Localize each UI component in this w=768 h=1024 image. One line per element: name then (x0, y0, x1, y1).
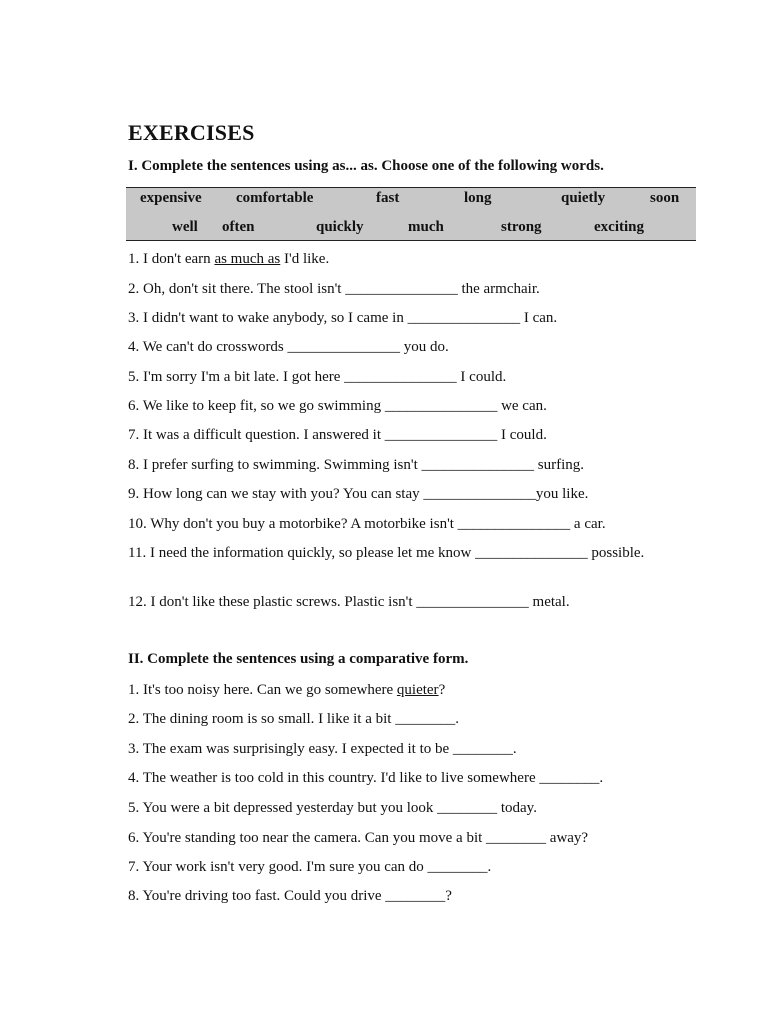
word-bank-item: long (464, 190, 492, 206)
word-bank-item: often (222, 219, 255, 235)
exercise-item: 10. Why don't you buy a motorbike? A motorbike isn't _______________ a car. (128, 516, 606, 532)
exercise-item: 11. I need the information quickly, so please let me know _______________ possible. (128, 545, 645, 561)
page-title: EXERCISES (128, 120, 255, 145)
exercise-item (128, 680, 445, 700)
exercise-item: 6. You're standing too near the camera. Can you move a bit ________ away? (128, 830, 589, 846)
exercise-item: 3. I didn't want to wake anybody, so I came in _______________ I can. (128, 310, 558, 326)
word-bank-item: strong (501, 219, 542, 235)
word-bank-item: soon (650, 190, 680, 206)
word-bank-item: comfortable (236, 190, 314, 206)
exercise-item: 2. Oh, don't sit there. The stool isn't _______________ the armchair. (128, 281, 540, 297)
word-bank-item: fast (376, 190, 400, 206)
word-bank-item: well (172, 219, 198, 235)
exercise-item: 3. The exam was surprisingly easy. I expected it to be ________. (128, 741, 517, 757)
exercise-item: 5. I'm sorry I'm a bit late. I got here _______________ I could. (128, 369, 507, 385)
exercise-item: 9. How long can we stay with you? You can stay _______________you like. (128, 486, 589, 502)
example-answer: as much as (214, 251, 281, 267)
example-answer: quieter (396, 682, 439, 698)
item-text: ? (438, 682, 446, 698)
section2-heading: II. Complete the sentences using a comparative form. (128, 651, 469, 667)
exercise-item: 4. The weather is too cold in this country. I'd like to live somewhere ________. (128, 770, 604, 786)
exercise-item: 7. It was a difficult question. I answered it _______________ I could. (128, 427, 547, 443)
word-bank (126, 187, 696, 241)
word-bank-item: much (408, 219, 444, 235)
section1-heading: I. Complete the sentences using as... as. Choose one of the following words. (128, 158, 604, 174)
exercise-item: 8. I prefer surfing to swimming. Swimming isn't _______________ surfing. (128, 457, 585, 473)
exercise-item (128, 249, 329, 269)
exercise-item: 8. You're driving too fast. Could you drive ________? (128, 888, 452, 904)
exercise-item: 7. Your work isn't very good. I'm sure you can do ________. (128, 859, 492, 875)
word-bank-item: quickly (316, 219, 364, 235)
exercise-item: 4. We can't do crosswords _______________ you do. (128, 339, 449, 355)
exercise-item: 12. I don't like these plastic screws. Plastic isn't _______________ metal. (128, 594, 570, 610)
word-bank-item: exciting (594, 219, 644, 235)
word-bank-item: expensive (140, 190, 202, 206)
item-text: 1. I don't earn (128, 251, 215, 267)
word-bank-item: quietly (561, 190, 606, 206)
item-text: I'd like. (280, 251, 330, 267)
exercise-item: 6. We like to keep fit, so we go swimming _______________ we can. (128, 398, 547, 414)
exercise-item: 2. The dining room is so small. I like it a bit ________. (128, 711, 459, 727)
exercise-item: 5. You were a bit depressed yesterday but you look ________ today. (128, 800, 537, 816)
item-text: 1. It's too noisy here. Can we go somewhere (128, 682, 397, 698)
